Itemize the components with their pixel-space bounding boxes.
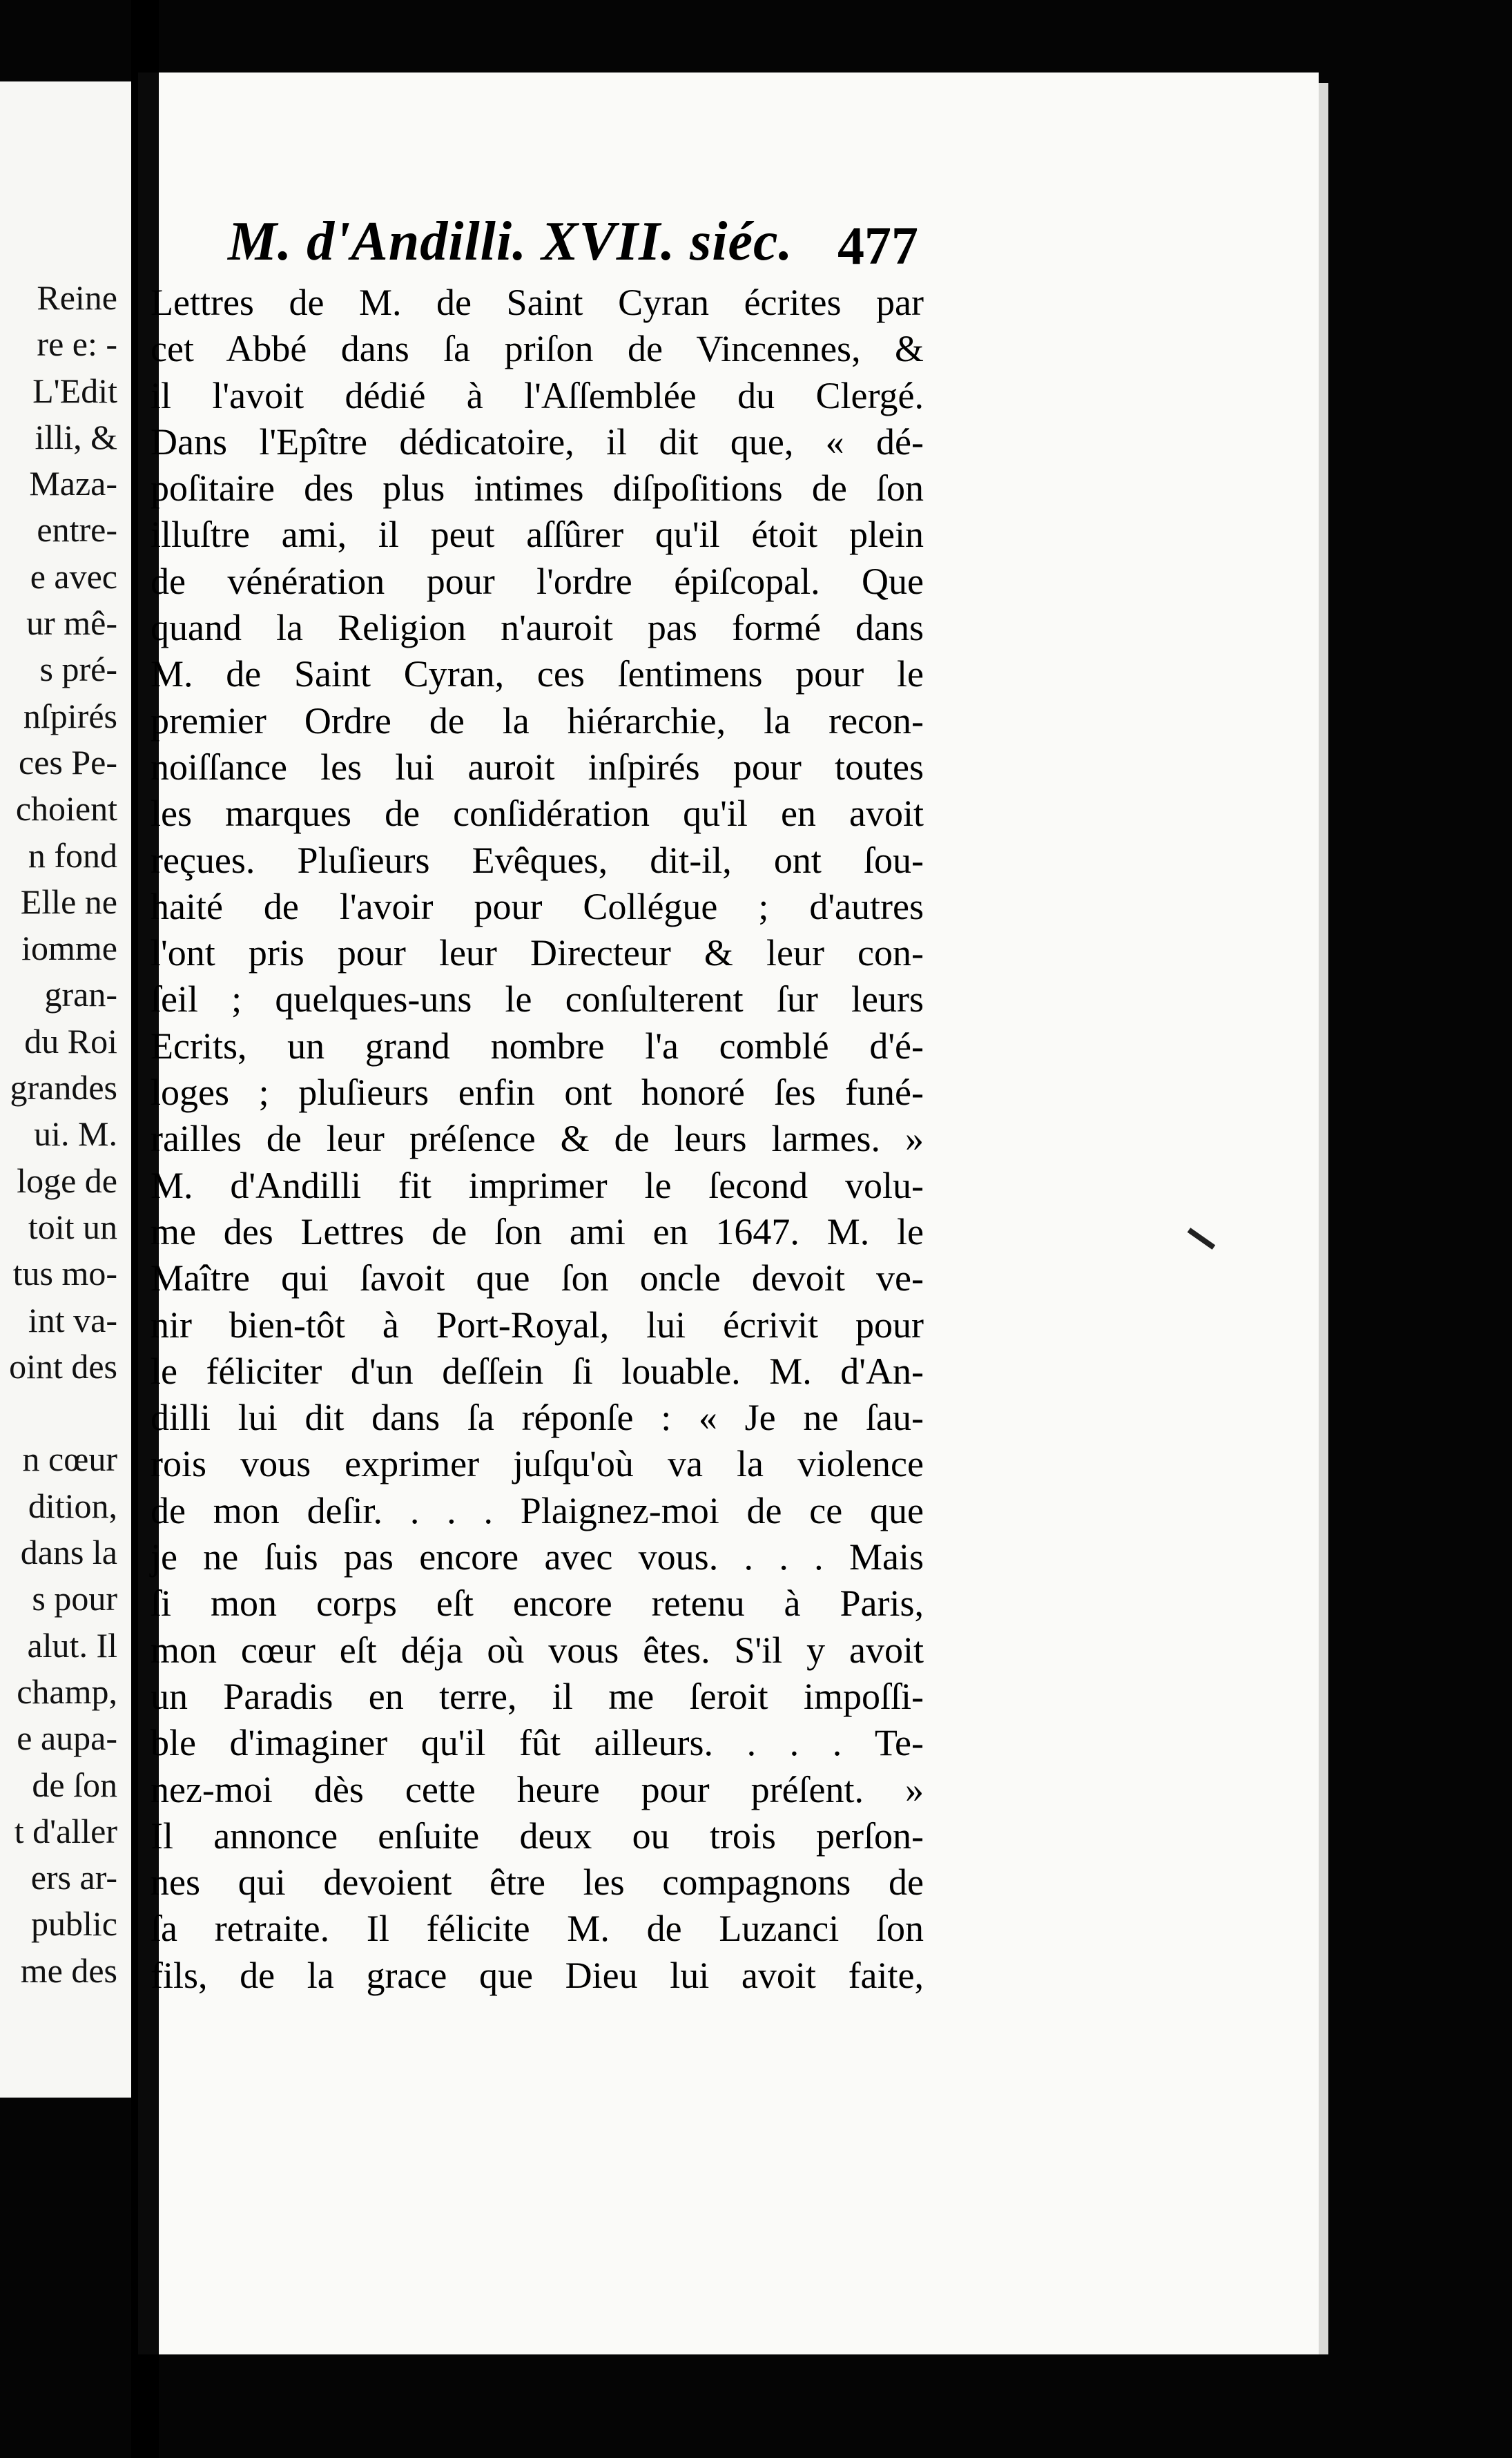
- left-page-line: loge de: [17, 1161, 117, 1200]
- text-line: cet Abbé dans ſa priſon de Vincennes, &: [151, 328, 924, 370]
- text-line: reçues. Pluſieurs Evêques, dit-il, ont ſou-: [151, 839, 924, 881]
- left-page-line: du Roi: [24, 1021, 117, 1061]
- left-page-line: dition,: [28, 1486, 117, 1525]
- text-line: M. d'Andilli fit imprimer le ſecond volu-: [151, 1164, 924, 1206]
- left-page-line: ui. M.: [34, 1114, 117, 1154]
- left-page-line: s pour: [32, 1579, 117, 1618]
- text-line: de vénération pour l'ordre épiſcopal. Que: [151, 560, 924, 602]
- left-page-line: me des: [20, 1951, 117, 1990]
- text-line: rois vous exprimer juſqu'où va la violence: [151, 1443, 924, 1485]
- text-line: ble d'imaginer qu'il fût ailleurs. . . . Te-: [151, 1722, 924, 1764]
- left-page-line: [0, 1390, 117, 1436]
- text-line: quand la Religion n'auroit pas formé dans: [151, 607, 924, 649]
- left-page-line: de ſon: [32, 1765, 117, 1804]
- left-page-line: champ,: [17, 1672, 117, 1711]
- text-line: dilli lui dit dans ſa réponſe : « Je ne ſau-: [151, 1397, 924, 1439]
- text-line: les marques de conſidération qu'il en avoit: [151, 793, 924, 835]
- text-line: le féliciter d'un deſſein ſi louable. M. d'An-: [151, 1350, 924, 1392]
- text-line: me des Lettres de ſon ami en 1647. M. le: [151, 1210, 924, 1252]
- text-line: illuſtre ami, il peut aſſûrer qu'il étoit plein: [151, 514, 924, 556]
- text-line: mon cœur eſt déja où vous êtes. S'il y avoit: [151, 1629, 924, 1671]
- left-page-line: ur mê-: [26, 603, 117, 643]
- left-page-line: iomme: [21, 929, 117, 968]
- left-page-line: t d'aller: [14, 1811, 117, 1850]
- text-line: ſi mon corps eſt encore retenu à Paris,: [151, 1583, 924, 1625]
- text-line: Lettres de M. de Saint Cyran écrites par: [151, 282, 924, 323]
- left-page-line: Elle ne: [20, 882, 117, 921]
- left-page-line: s pré-: [39, 650, 117, 689]
- left-page-line: gran-: [44, 975, 117, 1014]
- left-page-line: alut. Il: [27, 1625, 117, 1665]
- text-line: ſa retraite. Il félicite M. de Luzanci ſon: [151, 1908, 924, 1950]
- left-page-line: toit un: [28, 1207, 117, 1246]
- left-page-line: e aupa-: [17, 1719, 117, 1758]
- text-line: loges ; pluſieurs enfin ont honoré ſes funé-: [151, 1072, 924, 1114]
- text-line: poſitaire des plus intimes diſpoſitions de ſon: [151, 467, 924, 510]
- body-text: [151, 280, 924, 1999]
- text-line: de mon deſir. . . . Plaignez-moi de ce que: [151, 1489, 924, 1531]
- text-line: haité de l'avoir pour Collégue ; d'autres: [151, 885, 924, 927]
- text-line: je ne ſuis pas encore avec vous. . . . Mais: [151, 1536, 924, 1578]
- text-line: premier Ordre de la hiérarchie, la recon-: [151, 699, 924, 742]
- left-page-line: nſpirés: [23, 696, 117, 735]
- left-page-line: choient: [15, 789, 117, 829]
- left-page-line: dans la: [20, 1533, 117, 1572]
- text-line: Ecrits, un grand nombre l'a comblé d'é-: [151, 1025, 924, 1067]
- text-line: railles de leur préſence & de leurs larmes. »: [151, 1118, 924, 1160]
- left-page-line: n fond: [28, 835, 117, 875]
- left-page-text: [0, 275, 117, 1994]
- text-line: nir bien-tôt à Port-Royal, lui écrivit pour: [151, 1304, 924, 1346]
- text-line: nes qui devoient être les compagnons de: [151, 1861, 924, 1904]
- text-line: ſeil ; quelques-uns le conſulterent ſur leurs: [151, 978, 924, 1020]
- left-page-line: Maza-: [29, 464, 117, 503]
- left-page-line: ces Pe-: [19, 742, 117, 782]
- left-page-line: L'Edit: [32, 371, 117, 410]
- left-page-line: oint des: [9, 1346, 117, 1386]
- left-page-line: entre-: [37, 510, 117, 550]
- page-header: [228, 211, 918, 276]
- left-page-line: public: [31, 1904, 117, 1944]
- text-line: un Paradis en terre, il me ſeroit impoſſi-: [151, 1675, 924, 1717]
- text-line: il l'avoit dédié à l'Aſſemblée du Clergé.: [151, 374, 924, 416]
- left-page-line: tus mo-: [12, 1254, 117, 1293]
- text-line: l'ont pris pour leur Directeur & leur con-: [151, 932, 924, 974]
- text-line: nez-moi dès cette heure pour préſent. »: [151, 1768, 924, 1810]
- left-facing-page: [0, 81, 131, 2098]
- left-page-line: grandes: [10, 1068, 117, 1107]
- left-page-line: re e: -: [37, 325, 117, 364]
- text-line: fils, de la grace que Dieu lui avoit faite,: [151, 1954, 924, 1996]
- left-page-line: int va-: [28, 1300, 117, 1339]
- text-line: M. de Saint Cyran, ces ſentimens pour le: [151, 653, 924, 695]
- running-head: M. d'Andilli. XVII. siéc.: [228, 211, 793, 272]
- left-page-line: e avec: [30, 557, 117, 596]
- text-line: Dans l'Epître dédicatoire, il dit que, « dé-: [151, 420, 924, 463]
- page-number: 477: [837, 215, 918, 275]
- text-line: Il annonce enſuite deux ou trois perſon-: [151, 1815, 924, 1857]
- left-page-line: Reine: [37, 278, 117, 317]
- page-edge: [1319, 83, 1328, 2354]
- text-line: Maître qui ſavoit que ſon oncle devoit ve-: [151, 1257, 924, 1299]
- left-page-line: illi, &: [35, 417, 117, 456]
- left-page-line: ers ar-: [30, 1858, 117, 1897]
- left-page-line: n cœur: [22, 1440, 117, 1479]
- text-line: noiſſance les lui auroit inſpirés pour toutes: [151, 746, 924, 788]
